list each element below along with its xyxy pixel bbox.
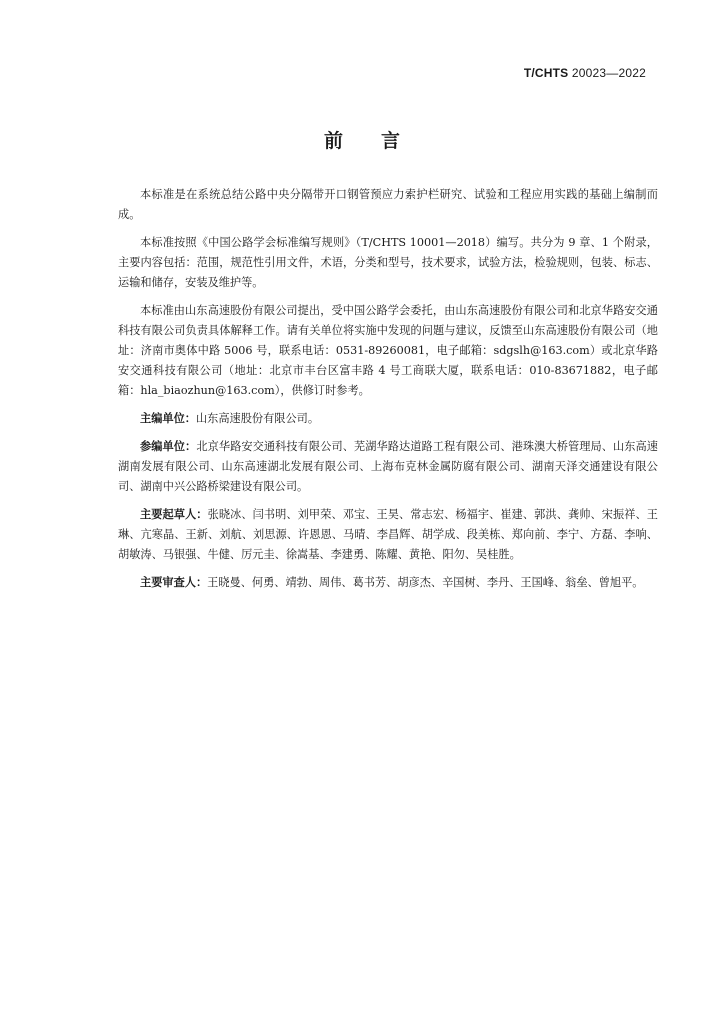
page-title: 前言	[323, 130, 438, 152]
chief-editor-text: 山东高速股份有限公司。	[195, 412, 320, 425]
standard-prefix: T/CHTS	[523, 66, 569, 80]
drafters-label: 主要起草人：	[140, 508, 208, 521]
chief-editor-line	[118, 409, 658, 429]
reviewers-text: 王晓曼、何勇、靖勃、周伟、葛书芳、胡彦杰、辛国树、李丹、王国峰、翁垒、曾旭平。	[207, 576, 644, 589]
standard-number-value: 20023—2022	[571, 66, 646, 80]
drafters-line	[118, 505, 658, 565]
paragraph-structure: 本标准按照《中国公路学会标准编写规则》（T/CHTS 10001—2018）编写。共分为 9 章、1 个附录，主要内容包括：范围，规范性引用文件，术语，分类和型号，技术要求，试验方法，检验规则，包装、标志、运输和储存，安装及维护等。	[118, 236, 658, 289]
reviewers-label: 主要审查人：	[140, 576, 208, 589]
paragraph-basis: 本标准是在系统总结公路中央分隔带开口钢管预应力索护栏研究、试验和工程应用实践的基础上编制而成。	[118, 188, 658, 221]
chief-editor-label: 主编单位：	[140, 412, 196, 425]
participating-units-line	[118, 437, 658, 497]
reviewers-line	[118, 573, 658, 593]
participating-units-label: 参编单位：	[140, 440, 197, 453]
participating-units-text: 北京华路安交通科技有限公司、芜湖华路达道路工程有限公司、港珠澳大桥管理局、山东高速湖南发展有限公司、山东高速湖北发展有限公司、上海布克林金属防腐有限公司、湖南天泽交通建设有限公司、湖南中兴公路桥梁建设有限公司。	[118, 440, 658, 493]
paragraph-interpretation: 本标准由山东高速股份有限公司提出，受中国公路学会委托，由山东高速股份有限公司和北京华路安交通科技有限公司负责具体解释工作。请有关单位将实施中发现的问题与建议，反馈至山东高速股份有限公司（地址：济南市奥体中路 5006 号，联系电话：0531-89260081，电子邮箱：sdgslh@163.com）或北京华路安交通科技有限公司（地址：北京市丰台区富丰路 4 号工商联大厦，联系电话：010-83671882，电子邮箱：hla_biaozhun@163.com），供修订时参考。	[118, 304, 658, 397]
foreword-body	[118, 185, 658, 601]
standard-number	[524, 66, 646, 80]
drafters-text: 张晓冰、闫书明、刘甲荣、邓宝、王昊、常志宏、杨福宇、崔建、郭洪、龚帅、宋振祥、王琳、亢寒晶、王新、刘航、刘思源、许恩恩、马晴、李昌辉、胡学成、段美栋、郑向前、李宁、方磊、李响、胡敏涛、马银强、牛健、厉元圭、徐嵩基、李建勇、陈耀、黄艳、阳勿、吴桂胜。	[118, 508, 658, 561]
